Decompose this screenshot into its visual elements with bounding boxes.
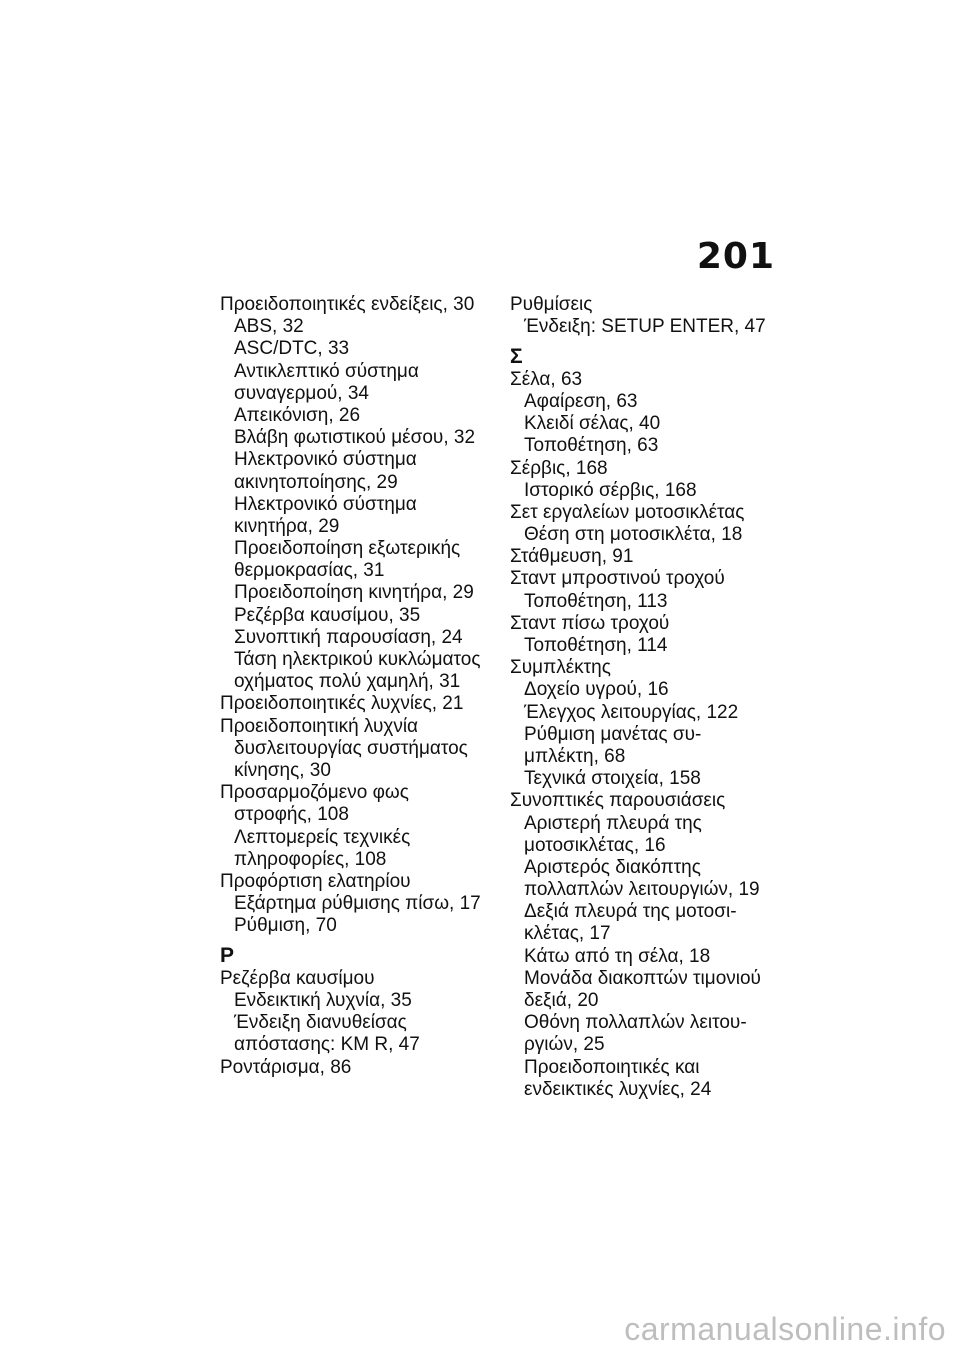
index-subentry: Έλεγχος λειτουργίας, 122 <box>524 701 739 723</box>
index-column-right <box>510 294 780 1101</box>
index-subentry: Τοποθέτηση, 113 <box>524 590 668 612</box>
index-subentry: Αφαίρεση, 63 <box>524 390 638 412</box>
index-block <box>220 968 490 1079</box>
watermark: carmanualsonline.info <box>624 1311 946 1347</box>
index-subentry: Λεπτομερείς τεχνικές <box>234 826 411 848</box>
index-entry: Ρυθμίσεις <box>510 294 593 315</box>
index-entry: Σταντ πίσω τροχού <box>510 612 670 634</box>
index-block <box>510 294 780 338</box>
index-subentry: Προειδοποίηση κινητήρα, 29 <box>234 582 474 604</box>
index-entry: Προειδοποιητική λυχνία <box>220 715 419 737</box>
index-subentry: Ενδεικτική λυχνία, 35 <box>234 990 412 1012</box>
index-subentry: Τάση ηλεκτρικού κυκλώματος <box>234 649 481 670</box>
index-subentry: Αριστερός διακόπτης <box>524 856 701 878</box>
index-subentry: Ηλεκτρονικό σύστημα <box>234 493 417 515</box>
index-subentry: Απεικόνιση, 26 <box>234 404 361 426</box>
index-subentry: Ένδειξη: SETUP ENTER, 47 <box>524 316 766 338</box>
index-subentry: ASC/DTC, 33 <box>234 338 350 360</box>
index-entry: Σετ εργαλείων μοτοσικλέτας <box>510 501 745 523</box>
page-number: 201 <box>696 236 775 277</box>
index-subentry: Αριστερή πλευρά της <box>524 812 702 834</box>
index-entry: Συμπλέκτης <box>510 657 611 679</box>
index-subentry: Τοποθέτηση, 114 <box>524 635 668 657</box>
index-subentry: Μονάδα διακοπτών τιμονιού <box>524 967 761 989</box>
index-entry: Σταντ μπροστινού τροχού <box>510 568 725 590</box>
index-block <box>510 369 780 1101</box>
index-subentry: Ρύθμιση, 70 <box>234 915 337 937</box>
index-subentry: πολλαπλών λειτουργιών, 19 <box>524 879 760 901</box>
index-subentry: Αντικλεπτικό σύστημα <box>234 360 419 382</box>
index-entry: Σέρβις, 168 <box>510 457 608 479</box>
index-subentry: συναγερμού, 34 <box>234 382 369 404</box>
index-subentry: Ιστορικό σέρβις, 168 <box>524 479 697 501</box>
index-subentry: ενδεικτικές λυχνίες, 24 <box>524 1078 712 1100</box>
index-subentry: μοτοσικλέτας, 16 <box>524 834 666 856</box>
index-block <box>220 294 490 937</box>
letter-heading: Ρ <box>220 944 235 968</box>
index-subentry: κινητήρα, 29 <box>234 515 340 537</box>
index-subentry: ργιών, 25 <box>524 1034 605 1056</box>
index-subentry: Βλάβη φωτιστικού μέσου, 32 <box>234 427 476 449</box>
index-entry: Σέλα, 63 <box>510 368 583 390</box>
index-subentry: Τοποθέτηση, 63 <box>524 435 659 457</box>
index-entry: Προειδοποιητικές λυχνίες, 21 <box>220 693 464 715</box>
index-entry: Στάθμευση, 91 <box>510 546 634 568</box>
index-column-left <box>220 294 490 1079</box>
index-subentry: Προειδοποίηση εξωτερικής <box>234 538 461 560</box>
index-entry: Ροντάρισμα, 86 <box>220 1056 352 1078</box>
index-subentry: Ρύθμιση μανέτας συ- <box>524 723 702 745</box>
index-subentry: στροφής, 108 <box>234 804 349 826</box>
index-subentry: Ρεζέρβα καυσίμου, 35 <box>234 604 421 626</box>
index-subentry: Δεξιά πλευρά της μοτοσι- <box>524 901 737 923</box>
letter-heading: Σ <box>510 345 523 369</box>
index-subentry: Οθόνη πολλαπλών λειτου- <box>524 1012 747 1034</box>
index-subentry: κίνησης, 30 <box>234 759 331 781</box>
index-subentry: Συνοπτική παρουσίαση, 24 <box>234 626 463 648</box>
index-subentry: μπλέκτη, 68 <box>524 745 626 767</box>
index-subentry: οχήματος πολύ χαμηλή, 31 <box>234 671 461 693</box>
index-subentry: Δοχείο υγρού, 16 <box>524 679 669 701</box>
index-subentry: Κάτω από τη σέλα, 18 <box>524 945 711 967</box>
index-entry: Προφόρτιση ελατηρίου <box>220 870 411 892</box>
index-subentry: ABS, 32 <box>234 316 304 338</box>
index-subentry: Ηλεκτρονικό σύστημα <box>234 449 417 471</box>
index-subentry: Τεχνικά στοιχεία, 158 <box>524 768 701 790</box>
index-subentry: δεξιά, 20 <box>524 990 599 1012</box>
index-subentry: Ένδειξη διανυθείσας <box>234 1012 407 1034</box>
index-subentry: θερμοκρασίας, 31 <box>234 560 385 582</box>
index-subentry: Θέση στη μοτοσικλέτα, 18 <box>524 524 743 546</box>
index-entry: Συνοπτικές παρουσιάσεις <box>510 790 726 812</box>
index-subentry: δυσλειτουργίας συστήματος <box>234 737 468 759</box>
index-subentry: πληροφορίες, 108 <box>234 848 387 870</box>
index-subentry: ακινητοποίησης, 29 <box>234 471 398 493</box>
index-entry: Προειδοποιητικές ενδείξεις, 30 <box>220 294 475 315</box>
index-entry: Ρεζέρβα καυσίμου <box>220 967 375 989</box>
index-subentry: απόστασης: KM R, 47 <box>234 1034 420 1056</box>
index-subentry: Προειδοποιητικές και <box>524 1056 700 1078</box>
index-subentry: Κλειδί σέλας, 40 <box>524 413 661 435</box>
index-subentry: Εξάρτημα ρύθμισης πίσω, 17 <box>234 893 481 915</box>
index-subentry: κλέτας, 17 <box>524 923 611 945</box>
index-entry: Προσαρμοζόμενο φως <box>220 782 409 804</box>
